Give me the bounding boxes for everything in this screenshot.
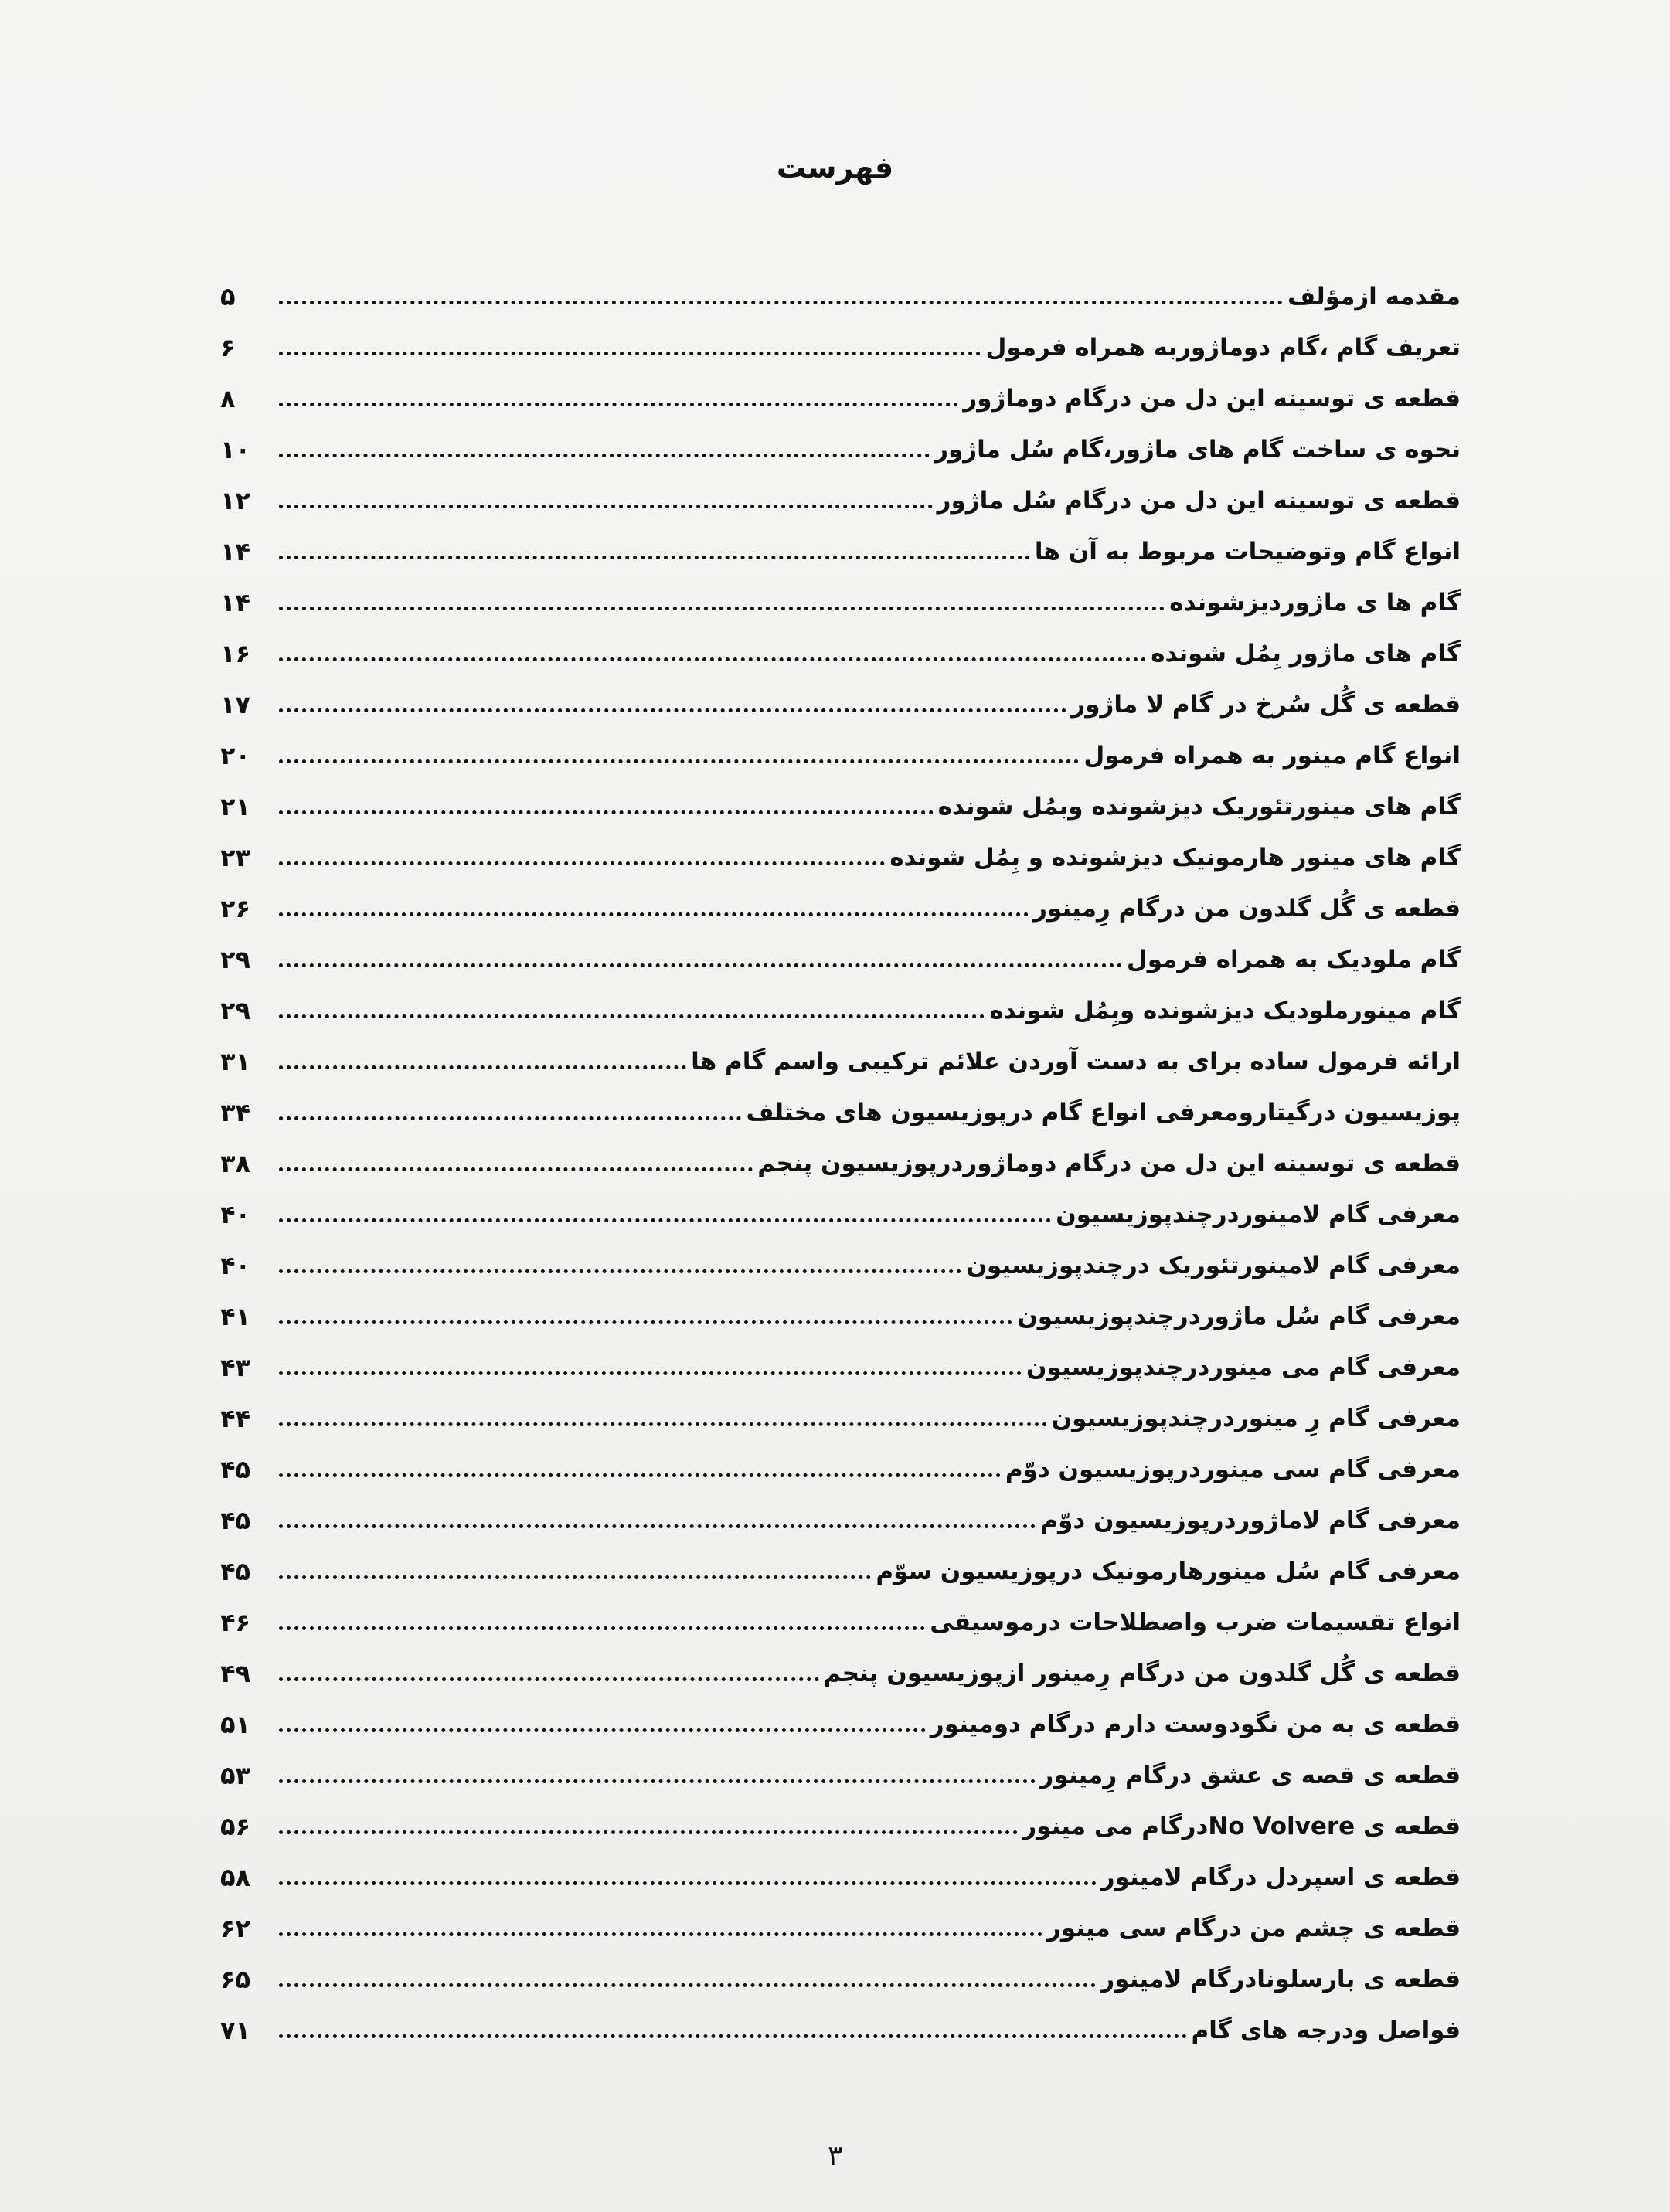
toc-entry — [220, 669, 1461, 720]
dot-leader — [279, 607, 1165, 610]
dot-leader — [279, 1116, 741, 1120]
toc-entry — [220, 1740, 1461, 1791]
toc-entry-page-number: ۵۱ — [220, 1710, 251, 1739]
dot-leader — [279, 403, 958, 406]
toc-entry-page-number: ۲۶ — [220, 894, 251, 923]
toc-entry — [220, 1791, 1461, 1842]
toc-entry — [220, 1332, 1461, 1383]
toc-entry — [220, 771, 1461, 822]
toc-entry-title: معرفی گام لامینوردرچندپوزیسیون — [1056, 1201, 1461, 1228]
toc-entry-title: معرفی گام می مینوردرچندپوزیسیون — [1025, 1354, 1461, 1381]
dot-leader — [279, 1473, 1001, 1477]
toc-entry-page-number: ۲۰ — [220, 741, 251, 770]
toc-entry-title: انواع تقسیمات ضرب واصطلاحات درموسیقی — [930, 1609, 1461, 1636]
toc-entry-page-number: ۳۱ — [220, 1047, 251, 1076]
toc-entry-page-number: ۱۲ — [220, 486, 251, 515]
toc-entry-page-number: ۴۵ — [220, 1455, 251, 1484]
toc-entry — [220, 1536, 1461, 1587]
dot-leader — [279, 1728, 926, 1732]
dot-leader — [279, 1677, 819, 1681]
toc-entry — [220, 1281, 1461, 1332]
dot-leader — [279, 1932, 1042, 1936]
dot-leader — [279, 1320, 1012, 1324]
toc-entry-page-number: ۵ — [220, 282, 236, 311]
toc-entry-title: معرفی گام سی مینوردرپوزیسیون دوّم — [1005, 1456, 1461, 1483]
toc-entry — [220, 1026, 1461, 1077]
toc-entry-title: انواع گام وتوضیحات مربوط به آن ها — [1034, 538, 1461, 566]
dot-leader — [279, 1881, 1097, 1885]
toc-entry-page-number: ۴۹ — [220, 1659, 251, 1688]
dot-leader — [279, 1983, 1096, 1987]
toc-entry-page-number: ۳۴ — [220, 1098, 251, 1127]
toc-entry-page-number: ۱۷ — [220, 690, 251, 719]
toc-entry-title: نحوه ی ساخت گام های ماژور،گام سُل ماژور — [934, 436, 1461, 464]
dot-leader — [279, 1269, 961, 1273]
dot-leader — [279, 1524, 1036, 1528]
dot-leader — [279, 1830, 1018, 1834]
dot-leader — [279, 352, 981, 355]
toc-entry — [220, 1842, 1461, 1893]
toc-entry — [220, 516, 1461, 567]
toc-entry-page-number: ۴۶ — [220, 1608, 251, 1637]
toc-entry — [220, 1995, 1461, 2046]
dot-leader — [279, 1575, 871, 1579]
dot-leader — [279, 657, 1146, 661]
toc-entry-title: قطعه ی قصه ی عشق درگام رِمینور — [1039, 1762, 1461, 1789]
toc-entry-title: قطعه ی گُل گلدون من درگام رِمینور ازپوزیسیون پنجم — [823, 1660, 1461, 1687]
toc-entry-page-number: ۱۴ — [220, 537, 251, 566]
toc-entry-page-number: ۲۳ — [220, 843, 251, 872]
toc-entry — [220, 924, 1461, 975]
toc-entry-page-number: ۵۶ — [220, 1812, 251, 1841]
toc-entry — [220, 1383, 1461, 1434]
dot-leader — [279, 912, 1029, 916]
page-title: فهرست — [776, 151, 894, 185]
toc-entry — [220, 465, 1461, 516]
toc-entry-title: قطعه ی توسینه این دل من درگام سُل ماژور — [937, 487, 1461, 515]
toc-entry-title: قطعه ی توسینه این دل من درگام دوماژوردرپوزیسیون پنجم — [757, 1150, 1461, 1177]
toc-entry-title: پوزیسیون درگیتارومعرفی انواع گام درپوزیسیون های مختلف — [746, 1099, 1461, 1126]
toc-entry-title: گام های مینور هارمونیک دیزشونده و بِمُل شونده — [889, 844, 1461, 872]
dot-leader — [279, 2034, 1187, 2038]
toc-entry — [220, 720, 1461, 771]
toc-entry-page-number: ۴۰ — [220, 1251, 251, 1280]
toc-entry-page-number: ۳۸ — [220, 1149, 251, 1178]
toc-entry — [220, 261, 1461, 312]
toc-entry — [220, 1638, 1461, 1689]
dot-leader — [279, 963, 1122, 967]
dot-leader — [279, 1065, 686, 1069]
toc-entry — [220, 1434, 1461, 1485]
toc-entry-title: معرفی گام سُل ماژوردرچندپوزیسیون — [1017, 1303, 1461, 1330]
toc-entry — [220, 1230, 1461, 1281]
toc-entry-page-number: ۶۵ — [220, 1965, 251, 1994]
toc-entry-page-number: ۲۹ — [220, 996, 251, 1025]
toc-entry — [220, 312, 1461, 363]
toc-entry — [220, 567, 1461, 618]
toc-entry-page-number: ۴۴ — [220, 1404, 251, 1433]
toc-entry-title: قطعه ی اسپردل درگام لامینور — [1100, 1864, 1461, 1891]
dot-leader — [279, 759, 1079, 763]
toc-entry-title: گام مینورملودیک دیزشونده وبِمُل شونده — [989, 997, 1461, 1024]
dot-leader — [279, 556, 1030, 559]
toc-entry-title: معرفی گام رِ مینوردرچندپوزیسیون — [1051, 1405, 1461, 1432]
dot-leader — [279, 454, 930, 457]
dot-leader — [279, 1167, 753, 1171]
toc-entry — [220, 1689, 1461, 1740]
toc-entry-title: گام های ماژور بِمُل شونده — [1151, 640, 1461, 668]
toc-entry-title: قطعه ی گُل گلدون من درگام رِمینور — [1033, 895, 1461, 923]
toc-entry-title: قطعه ی No Volvereدرگام می مینور — [1022, 1813, 1461, 1840]
toc-entry-title: معرفی گام لامینورتئوریک درچندپوزیسیون — [966, 1252, 1461, 1279]
dot-leader — [279, 301, 1283, 304]
dot-leader — [279, 1779, 1036, 1783]
toc-entry-page-number: ۶۲ — [220, 1914, 251, 1943]
toc-entry-title: تعریف گام ،گام دوماژوربه همراه فرمول — [985, 334, 1461, 362]
dot-leader — [279, 1218, 1051, 1222]
toc-entry-page-number: ۷۱ — [220, 2016, 251, 2045]
toc-entry — [220, 1893, 1461, 1944]
table-of-contents — [220, 261, 1461, 2046]
toc-entry-title: مقدمه ازمؤلف — [1287, 283, 1461, 311]
toc-entry-page-number: ۱۴ — [220, 588, 251, 617]
toc-entry-page-number: ۴۵ — [220, 1557, 251, 1586]
toc-entry-title: انواع گام مینور به همراه فرمول — [1083, 742, 1461, 770]
toc-entry-page-number: ۸ — [220, 384, 236, 413]
dot-leader — [279, 861, 885, 865]
toc-entry — [220, 873, 1461, 924]
toc-entry-title: قطعه ی گُل سُرخ در گام لا ماژور — [1071, 691, 1461, 719]
toc-entry-page-number: ۲۹ — [220, 945, 251, 974]
toc-entry-title: ارائه فرمول ساده برای به دست آوردن علائم ترکیبی واسم گام ها — [691, 1048, 1461, 1075]
toc-entry — [220, 618, 1461, 669]
toc-entry-page-number: ۴۵ — [220, 1506, 251, 1535]
toc-entry — [220, 822, 1461, 873]
toc-entry-page-number: ۱۶ — [220, 639, 251, 668]
toc-entry-page-number: ۴۱ — [220, 1302, 251, 1331]
dot-leader — [279, 1371, 1022, 1375]
toc-entry — [220, 1944, 1461, 1995]
toc-entry — [220, 1077, 1461, 1128]
toc-entry-title: معرفی گام سُل مینورهارمونیک درپوزیسیون سوّم — [876, 1558, 1461, 1585]
toc-entry-page-number: ۴۰ — [220, 1200, 251, 1229]
dot-leader — [279, 1626, 925, 1630]
toc-entry — [220, 363, 1461, 414]
toc-entry — [220, 975, 1461, 1026]
toc-entry — [220, 1179, 1461, 1230]
toc-entry-title: گام ملودیک به همراه فرمول — [1126, 946, 1461, 973]
toc-entry-title: گام های مینورتئوریک دیزشونده وبمُل شونده — [937, 793, 1461, 821]
dot-leader — [279, 708, 1066, 712]
toc-entry-title: قطعه ی توسینه این دل من درگام دوماژور — [963, 385, 1461, 413]
dot-leader — [279, 1014, 985, 1018]
toc-entry-title: گام ها ی ماژوردیزشونده — [1169, 589, 1461, 617]
toc-entry — [220, 1587, 1461, 1638]
toc-entry — [220, 414, 1461, 465]
toc-entry-page-number: ۲۱ — [220, 792, 251, 821]
toc-entry-title: قطعه ی بارسلونادرگام لامینور — [1100, 1966, 1461, 1993]
toc-entry-page-number: ۱۰ — [220, 435, 251, 464]
toc-entry-title: قطعه ی چشم من درگام سی مینور — [1046, 1915, 1461, 1942]
toc-entry-page-number: ۴۳ — [220, 1353, 251, 1382]
dot-leader — [279, 1422, 1047, 1426]
dot-leader — [279, 810, 934, 814]
toc-entry-title: فواصل ودرجه های گام — [1191, 2017, 1461, 2044]
page-number: ۳ — [827, 2140, 843, 2172]
toc-entry-title: قطعه ی به من نگودوست دارم درگام دومینور — [930, 1711, 1461, 1738]
dot-leader — [279, 505, 933, 508]
toc-entry — [220, 1128, 1461, 1179]
toc-entry-page-number: ۵۳ — [220, 1761, 251, 1790]
toc-entry-title: معرفی گام لاماژوردرپوزیسیون دوّم — [1040, 1507, 1461, 1534]
toc-entry — [220, 1485, 1461, 1536]
toc-entry-page-number: ۵۸ — [220, 1863, 251, 1892]
toc-entry-page-number: ۶ — [220, 333, 236, 362]
